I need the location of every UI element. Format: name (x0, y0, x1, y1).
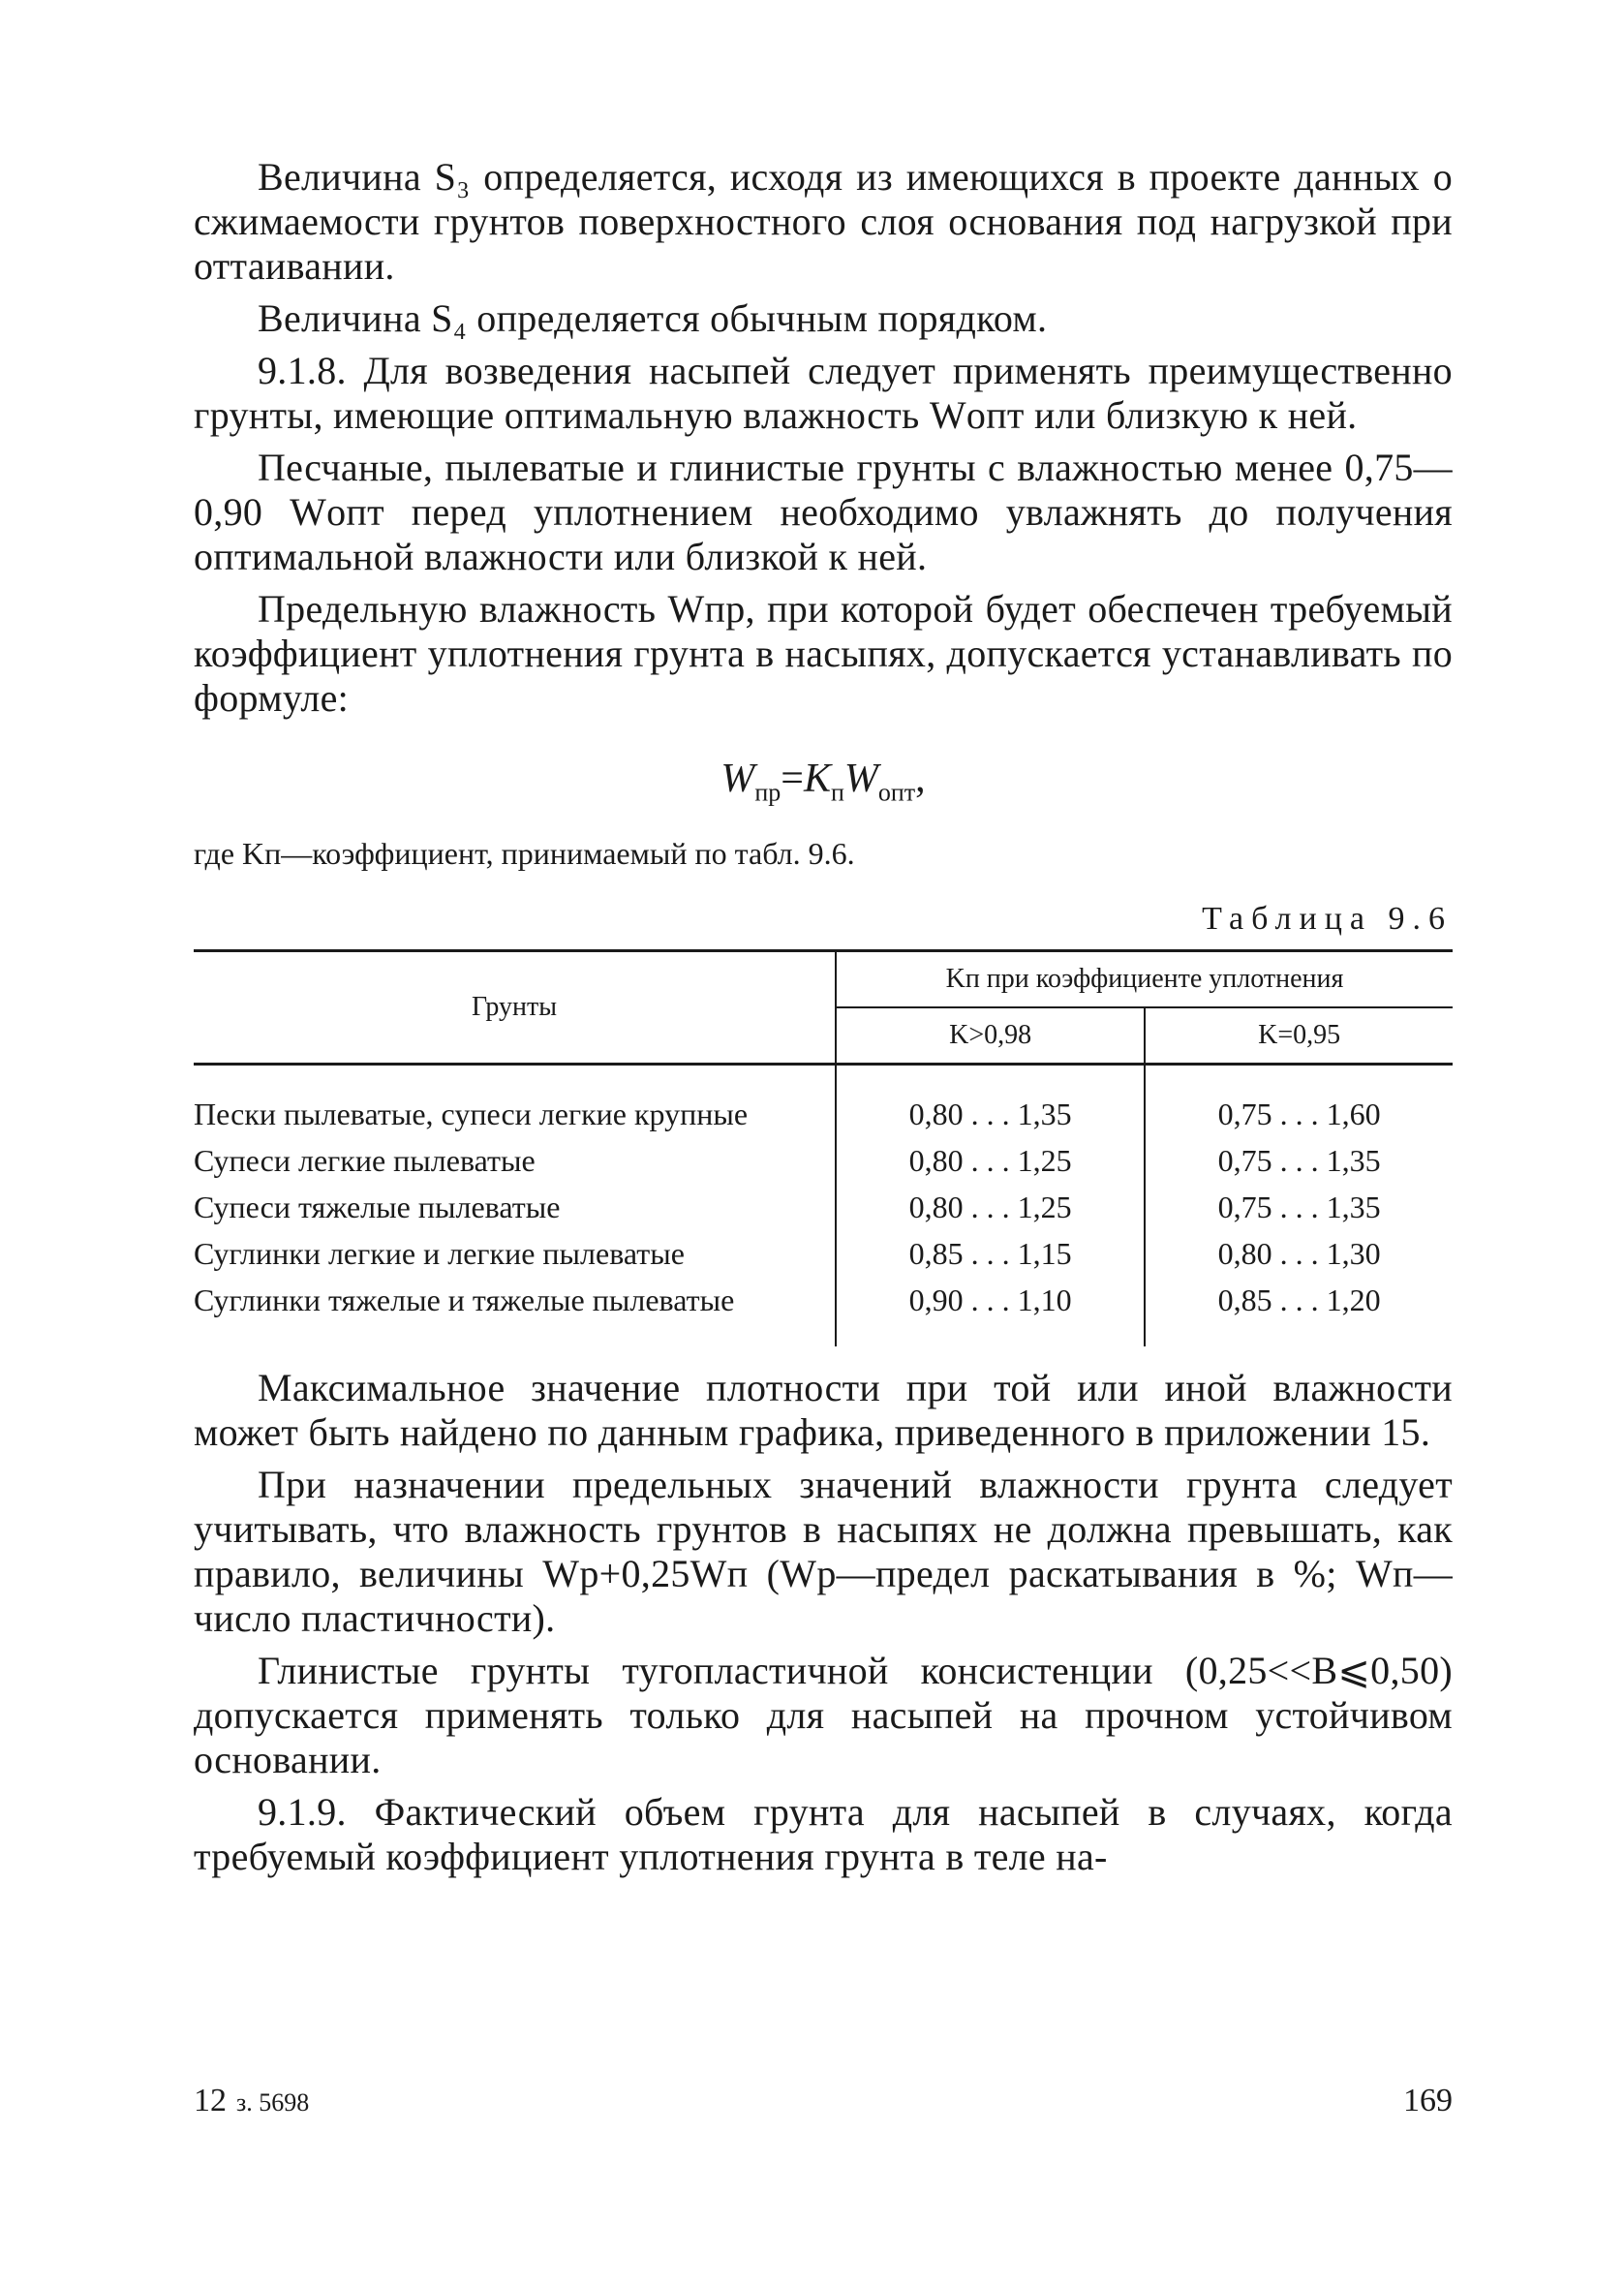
formula (194, 756, 1453, 807)
formula-k: K (803, 757, 831, 801)
cell-soil: Суглинки легкие и легкие пылеватые (194, 1230, 836, 1277)
cell-k1: 0,80 . . . 1,35 (836, 1065, 1145, 1138)
footer-signature (194, 2083, 309, 2119)
paragraph-max-density: Максимальное значение плотности при той или иной влажности может быть найдено по данным графика, приведенного в приложении 15. (194, 1366, 1453, 1455)
cell-k2: 0,75 . . . 1,60 (1217, 1097, 1381, 1132)
paragraph-clay-soils: Глинистые грунты тугопластичной консистенции (0,25<<B⩽0,50) допускается применять только для насыпей на прочном устойчивом основании. (194, 1649, 1453, 1782)
table-caption: Таблица 9.6 (1202, 901, 1453, 938)
formula-lhs: W (720, 757, 755, 801)
soil-coefficient-table (194, 949, 1453, 1346)
cell-k1: 0,80 . . . 1,25 (836, 1137, 1145, 1184)
table-row (194, 1065, 1453, 1138)
cell-k1: 0,85 . . . 1,15 (836, 1230, 1145, 1277)
paragraph-9-1-8: 9.1.8. Для возведения насыпей следует применять преимущественно грунты, имеющие оптимальную влажность Wопт или близкую к ней. (194, 349, 1453, 437)
formula-note: где Kп—коэффициент, принимаемый по табл. 9.6. (194, 836, 855, 872)
formula-w-sub: опт (877, 778, 916, 807)
cell-soil: Супеси тяжелые пылеватые (194, 1184, 836, 1230)
cell-k2: 0,80 . . . 1,30 (1217, 1236, 1381, 1272)
document-page (194, 155, 1453, 1887)
paragraph-limit-moisture: Предельную влажность Wпр, при которой будет обеспечен требуемый коэффициент уплотнения грунта в насыпях, допускается устанавливать по формуле: (194, 587, 1453, 720)
cell-k2: 0,85 . . . 1,20 (1217, 1283, 1381, 1318)
footer-sheet: 12 (194, 2083, 227, 2118)
cell-soil: Суглинки тяжелые и тяжелые пылеватые (194, 1277, 836, 1346)
cell-k1: 0,90 . . . 1,10 (836, 1277, 1145, 1346)
footer-order: з. 5698 (236, 2088, 310, 2117)
table-row (194, 1230, 1453, 1277)
formula-equals: = (781, 757, 804, 801)
cell-soil: Пески пылеватые, супеси легкие крупные (194, 1065, 836, 1138)
paragraph-s3: Величина S₃ определяется, исходя из имеющихся в проекте данных о сжимаемости грунтов поверхностного слоя основания под нагрузкой при оттаивании. (194, 155, 1453, 288)
formula-lhs-sub: пр (754, 778, 781, 807)
paragraph-moisture: Песчаные, пылеватые и глинистые грунты с влажностью менее 0,75—0,90 Wопт перед уплотнением необходимо увлажнять до получения оптимальной влажности или близкой к ней. (194, 446, 1453, 578)
page-number: 169 (1403, 2083, 1453, 2118)
formula-tail: , (915, 757, 926, 801)
table-row (194, 1137, 1453, 1184)
paragraph-limit-values: При назначении предельных значений влажности грунта следует учитывать, что влажность грунтов в насыпях не должна превышать, как правило, величины Wр+0,25Wп (Wр—предел раскатывания в %; Wп—число пластичности). (194, 1463, 1453, 1641)
col-header-soil: Грунты (194, 951, 836, 1065)
table-row (194, 1184, 1453, 1230)
bottom-text (194, 1366, 1453, 1879)
cell-k2: 0,75 . . . 1,35 (1217, 1190, 1381, 1225)
cell-k2: 0,75 . . . 1,35 (1217, 1143, 1381, 1179)
paragraph-s4: Величина S₄ определяется обычным порядком. (258, 296, 1048, 340)
formula-k-sub: п (830, 778, 844, 807)
col-header-group: Kп при коэффициенте уплотнения (836, 951, 1453, 1008)
cell-k1: 0,80 . . . 1,25 (836, 1184, 1145, 1230)
cell-soil: Супеси легкие пылеватые (194, 1137, 836, 1184)
col-header-k2: K=0,95 (1145, 1007, 1453, 1065)
paragraph-9-1-9: 9.1.9. Фактический объем грунта для насыпей в случаях, когда требуемый коэффициент уплотнения грунта в теле на- (194, 1790, 1453, 1879)
col-header-k1: K>0,98 (836, 1007, 1145, 1065)
table-row (194, 1277, 1453, 1346)
formula-w: W (843, 757, 878, 801)
